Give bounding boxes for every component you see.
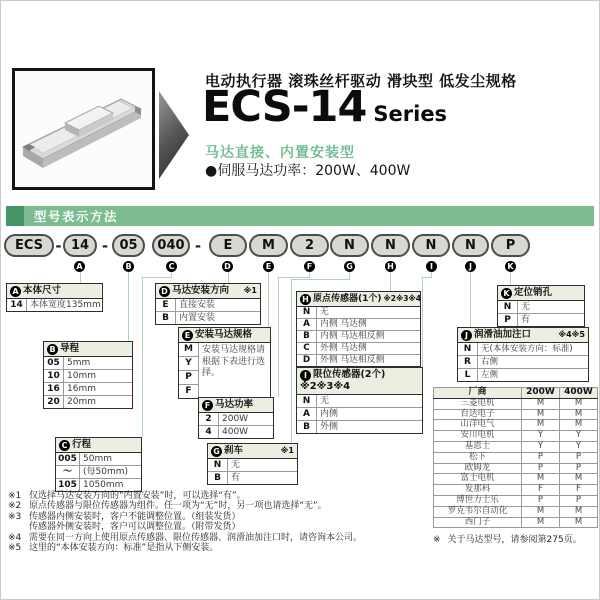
- connector-line: [228, 272, 229, 283]
- table-title: 安装马达规格: [195, 329, 253, 340]
- connector-line: [390, 272, 391, 291]
- table-note: ※4※5: [558, 330, 585, 339]
- circled-letter: F: [202, 400, 213, 411]
- option-code: 〜: [56, 466, 80, 478]
- connector-line: [142, 277, 143, 437]
- table-row: [297, 420, 422, 433]
- model-code-box: N: [412, 234, 450, 257]
- option-label: 外侧 马达相反侧: [320, 355, 385, 365]
- connector-line: [510, 272, 511, 285]
- table-rows: [458, 343, 588, 381]
- vendor-200w: P: [522, 463, 560, 474]
- model-code-box: 14: [63, 234, 97, 257]
- option-label: 400W: [222, 427, 249, 437]
- table-title: 本体尺寸: [23, 285, 62, 296]
- table-row: [297, 330, 420, 342]
- vendor-row: [434, 474, 598, 485]
- option-label: 10mm: [67, 371, 96, 381]
- option-code: A: [297, 408, 317, 420]
- vendor-name: 欧姆龙: [434, 463, 522, 474]
- table-title: 马达安装方向: [172, 285, 230, 296]
- table-header: [156, 284, 260, 299]
- vendor-col-header: 厂商: [434, 388, 522, 399]
- option-label: 内侧 马达侧: [320, 319, 367, 329]
- vendor-col-header: 200W: [522, 388, 560, 399]
- footnote-text: 传感器外侧安装时，客户可以调整位置。（附带发货）: [29, 522, 241, 533]
- footnote-row: [8, 491, 438, 501]
- vendor-name: 罗克韦尔自动化: [434, 506, 522, 517]
- circled-letter: D: [222, 261, 233, 272]
- vendor-200w: M: [522, 398, 560, 409]
- option-code: 14: [7, 299, 27, 311]
- option-code: N: [458, 343, 478, 355]
- table-brake: [207, 443, 298, 485]
- option-label: (每50mm): [83, 467, 129, 477]
- table-row: [297, 318, 420, 330]
- option-label: 内侧: [320, 409, 339, 419]
- circled-letter: G: [344, 261, 355, 272]
- vendor-row: [434, 431, 598, 442]
- option-label: 外侧: [320, 422, 339, 432]
- section-bar: [6, 206, 594, 226]
- table-dowel-hole: [497, 285, 585, 327]
- table-row: [56, 478, 141, 491]
- table-grease-port: [457, 327, 589, 382]
- vendor-name: 山洋电气: [434, 420, 522, 431]
- table-motor-spec: [178, 327, 271, 399]
- vendor-200w: M: [522, 409, 560, 420]
- table-row: [297, 307, 420, 318]
- table-row: [297, 354, 420, 366]
- vendor-200w: M: [522, 420, 560, 431]
- table-title: 限位传感器(2个): [313, 369, 386, 380]
- option-code: L: [458, 369, 478, 381]
- vendor-200w: Y: [522, 441, 560, 452]
- option-label: 无: [320, 396, 330, 406]
- table-header: [56, 438, 141, 453]
- model-title: [202, 84, 447, 131]
- footnote-label: ※3: [8, 511, 22, 522]
- table-row: [297, 407, 422, 420]
- option-code: F: [179, 384, 198, 398]
- table-title: 马达功率: [215, 399, 254, 410]
- table-row: [458, 368, 588, 381]
- circled-letter: F: [304, 261, 315, 272]
- option-code: B: [156, 312, 176, 324]
- footnote-row: [8, 522, 438, 532]
- circled-letter: K: [501, 288, 512, 299]
- model-code-box: 2: [290, 234, 329, 257]
- vendor-name: 富士电机: [434, 474, 522, 485]
- vendor-row: [434, 409, 598, 420]
- option-label: 16mm: [67, 384, 96, 394]
- option-label: 直接安装: [179, 300, 216, 310]
- arrow-right-icon: [159, 91, 189, 179]
- option-label: 右侧: [481, 357, 499, 367]
- option-code: C: [297, 343, 317, 354]
- model-code-box: N: [371, 234, 410, 257]
- table-header: [498, 286, 584, 301]
- vendor-400w: P: [560, 463, 598, 474]
- vendor-name: 发那科: [434, 485, 522, 496]
- table-row: [458, 355, 588, 368]
- option-label: 无: [320, 307, 329, 317]
- power-label: ●伺服马达功率：200W、400W: [205, 163, 411, 179]
- table-rows: [208, 459, 297, 484]
- connector-line: [291, 279, 350, 280]
- vendor-200w: P: [522, 452, 560, 463]
- table-rows: [156, 299, 260, 324]
- vendor-400w: Y: [560, 431, 598, 442]
- circled-letter: A: [10, 286, 21, 297]
- model-code-box: E: [209, 234, 247, 257]
- footnote-row: [8, 501, 438, 511]
- table-row: [498, 313, 584, 326]
- model-code-box: M: [249, 234, 288, 257]
- option-code: N: [297, 307, 317, 318]
- table-rows: [498, 301, 584, 326]
- table-motor-direction: [155, 283, 261, 325]
- product-photo: [12, 68, 155, 190]
- option-label: 内侧 马达相反侧: [320, 331, 385, 341]
- series-label: Series: [373, 102, 448, 126]
- table-title: 润滑油加注口: [474, 329, 532, 340]
- footnote-text: 传感器内侧安装时，客户不能调整位置。（组装发货）: [29, 511, 241, 522]
- vendor-400w: M: [560, 420, 598, 431]
- table-header: [297, 368, 422, 395]
- vendor-200w: M: [522, 517, 560, 528]
- footnote-row: [8, 543, 438, 553]
- circled-letter: C: [59, 440, 70, 451]
- table-lead: [43, 341, 133, 409]
- option-code: 105: [56, 479, 80, 491]
- table-row: [208, 459, 297, 471]
- model-name: ECS-14: [202, 82, 367, 132]
- table-body-size: [6, 283, 103, 312]
- vendor-row: [434, 463, 598, 474]
- vendor-row: [434, 506, 598, 517]
- section-bar-cap: [6, 206, 24, 226]
- vendor-row: [434, 420, 598, 431]
- table-header: [44, 342, 132, 357]
- table-note: ※1: [243, 286, 257, 295]
- table-row: [156, 311, 260, 324]
- mount-type-label: 马达直接、内置安装型: [205, 145, 355, 161]
- table-row: [458, 343, 588, 355]
- vendor-row: [434, 398, 598, 409]
- footnote-label: ※2: [8, 501, 22, 512]
- option-code: B: [297, 421, 317, 433]
- option-code: D: [297, 355, 317, 366]
- option-label: 有: [231, 473, 241, 483]
- footnote-text: 仅选择马达安装方向的“内置安装”时，可以选择“有”。: [29, 491, 246, 501]
- vendor-row: [434, 452, 598, 463]
- option-code: A: [297, 319, 317, 330]
- option-code: 05: [44, 357, 64, 369]
- circled-letter: D: [159, 286, 170, 297]
- connector-line: [128, 272, 129, 341]
- table-motor-power: [198, 397, 274, 439]
- connector-line: [278, 277, 279, 397]
- option-code: 10: [44, 370, 64, 382]
- table-title: 刹车: [224, 445, 244, 456]
- vendor-name: 台达电子: [434, 409, 522, 420]
- vendor-400w: M: [560, 409, 598, 420]
- vendor-400w: M: [560, 398, 598, 409]
- connector-line: [142, 277, 172, 278]
- vendor-400w: P: [560, 452, 598, 463]
- vendor-rows: [434, 398, 598, 528]
- option-label: 无(本体安装方向：标准): [481, 344, 573, 354]
- option-code: M: [184, 344, 193, 354]
- circled-letter: K: [505, 261, 516, 272]
- table-row: [199, 425, 273, 438]
- table-header: [458, 328, 588, 343]
- table-header: [199, 398, 273, 413]
- table-row: [56, 465, 141, 478]
- model-code-box: ECS: [4, 234, 54, 257]
- actuator-image: [15, 71, 152, 187]
- option-label: 50mm: [83, 454, 112, 464]
- footnote-text: 需要在同一方向上使用原点传感器、限位传感器、润滑油加注口时，请咨询本公司。: [29, 532, 363, 543]
- model-code-box: 040: [152, 234, 190, 257]
- vendor-name: 松下: [434, 452, 522, 463]
- option-code: 4: [199, 426, 219, 438]
- vendor-name: 博世力士乐: [434, 495, 522, 506]
- option-label: 左侧: [481, 370, 499, 380]
- option-code: B: [297, 331, 317, 342]
- model-code-separator: -: [55, 236, 62, 255]
- table-note: ※2※3※4: [383, 294, 422, 303]
- option-code: N: [498, 301, 518, 313]
- table-stroke: [55, 437, 142, 492]
- option-label: 外侧 马达侧: [320, 343, 367, 353]
- vendor-name: 三菱电机: [434, 398, 522, 409]
- option-code: P: [498, 314, 518, 326]
- option-label: 5mm: [67, 358, 91, 368]
- option-code: N: [208, 459, 228, 471]
- table-limit-sensor: [296, 367, 423, 434]
- option-label: 1050mm: [83, 480, 124, 490]
- option-label: 本体宽度135mm: [30, 300, 101, 310]
- table-title: 定位销孔: [514, 287, 553, 298]
- table-row: [156, 299, 260, 311]
- circled-letter: H: [385, 261, 396, 272]
- footnote-label: [8, 522, 29, 532]
- section-title: 型号表示方法: [34, 209, 119, 224]
- circled-letter: J: [465, 261, 476, 272]
- table-row: [56, 453, 141, 465]
- footnote-label: ※5: [8, 543, 22, 554]
- option-code: 005: [56, 453, 80, 465]
- vendor-400w: M: [560, 517, 598, 528]
- table-rows: [179, 343, 270, 398]
- category-title: 电动执行器 滚珠丝杆驱动 滑块型 低发尘规格: [205, 72, 517, 90]
- footnotes: [8, 491, 438, 553]
- option-code: P: [179, 370, 198, 384]
- model-code-box: P: [491, 234, 530, 257]
- circled-letter: H: [300, 294, 311, 305]
- option-label: 无: [231, 460, 241, 470]
- option-code: Y: [179, 356, 198, 370]
- option-code: B: [208, 472, 228, 484]
- vendor-400w: M: [560, 506, 598, 517]
- motor-spec-codes: [179, 343, 199, 398]
- table-rows: [44, 357, 132, 408]
- connector-line: [470, 272, 471, 327]
- table-header: [179, 328, 270, 343]
- table-note: ※1: [280, 446, 294, 455]
- table-row: [44, 369, 132, 382]
- option-code: 16: [44, 383, 64, 395]
- circled-letter: C: [166, 261, 177, 272]
- vendor-table: [433, 387, 598, 528]
- vendor-row: [434, 485, 598, 496]
- circled-letter: B: [47, 344, 58, 355]
- vendor-200w: F: [522, 485, 560, 496]
- vendor-400w: P: [560, 495, 598, 506]
- vendor-name: 安川电机: [434, 431, 522, 442]
- vendor-200w: M: [522, 506, 560, 517]
- table-title: 导程: [60, 343, 80, 354]
- table-note: ※2※3※4: [300, 381, 351, 392]
- footnote-text: 原点传感器与限位传感器为组件。任一项为“无”时，另一项也请选择“无”。: [29, 501, 327, 512]
- table-header: [7, 284, 102, 299]
- vendor-note: ※ 关于马达型号，请参阅第275页。: [433, 535, 582, 545]
- table-row: [208, 471, 297, 484]
- option-code: 2: [199, 413, 219, 425]
- table-header: [297, 292, 420, 307]
- option-label: 内置安装: [179, 313, 216, 323]
- model-code-separator: -: [194, 236, 202, 255]
- table-title: 原点传感器(1个): [313, 294, 382, 304]
- table-row: [44, 357, 132, 369]
- connector-line: [278, 277, 310, 278]
- table-row: [498, 301, 584, 313]
- circled-letter: B: [123, 261, 134, 272]
- motor-spec-desc: 安装马达规格请根据下表进行选择。: [202, 345, 266, 378]
- vendor-note-label: ※: [433, 535, 441, 545]
- footnote-label: ※1: [8, 491, 22, 501]
- model-code-box: 05: [112, 234, 145, 257]
- table-row: [44, 382, 132, 395]
- circled-letter: E: [263, 261, 274, 272]
- vendor-name: 西门子: [434, 517, 522, 528]
- circled-letter: I: [426, 261, 437, 272]
- vendor-header-row: [434, 388, 598, 399]
- circled-letter: J: [461, 330, 472, 341]
- option-label: 20mm: [67, 397, 96, 407]
- vendor-400w: Y: [560, 441, 598, 452]
- table-row: [297, 395, 422, 407]
- option-label: 无: [521, 302, 531, 312]
- vendor-200w: P: [522, 495, 560, 506]
- table-row: [199, 413, 273, 425]
- table-header: [208, 444, 297, 459]
- option-code: 20: [44, 396, 64, 408]
- model-code-box: N: [330, 234, 369, 257]
- table-rows: [297, 307, 420, 366]
- vendor-row: [434, 441, 598, 452]
- connector-line: [268, 272, 269, 327]
- option-label: 有: [521, 315, 531, 325]
- table-rows: [297, 395, 422, 433]
- option-label: 200W: [222, 414, 249, 424]
- model-code-separator: -: [101, 236, 109, 255]
- footnote-text: 这里的“本体安装方向：标准”是指从下侧安装。: [29, 543, 219, 554]
- vendor-200w: M: [522, 474, 560, 485]
- connector-line: [422, 277, 423, 367]
- footnote-row: [8, 512, 438, 522]
- table-rows: [199, 413, 273, 438]
- option-code: N: [297, 395, 317, 407]
- vendor-row: [434, 517, 598, 528]
- connector-line: [422, 277, 432, 278]
- circled-letter: E: [182, 330, 193, 341]
- vendor-name: 基恩士: [434, 441, 522, 452]
- table-row: [7, 299, 102, 311]
- circled-letter: A: [74, 261, 85, 272]
- option-code: R: [458, 356, 478, 368]
- circled-letter: G: [211, 446, 222, 457]
- vendor-col-header: 400W: [560, 388, 598, 399]
- vendor-400w: F: [560, 485, 598, 496]
- table-rows: [56, 453, 141, 491]
- model-code-box: N: [452, 234, 489, 257]
- circled-letter: I: [300, 370, 311, 381]
- option-code: E: [156, 299, 176, 311]
- connector-line: [80, 272, 81, 283]
- connector-line: [291, 279, 292, 443]
- table-title: 行程: [72, 439, 92, 450]
- table-origin-sensor: [296, 291, 421, 367]
- vendor-400w: M: [560, 474, 598, 485]
- footnote-label: ※4: [8, 532, 22, 543]
- table-row: [44, 395, 132, 408]
- table-row: [297, 342, 420, 354]
- vendor-row: [434, 495, 598, 506]
- footnote-row: [8, 533, 438, 543]
- table-rows: [7, 299, 102, 311]
- vendor-200w: Y: [522, 431, 560, 442]
